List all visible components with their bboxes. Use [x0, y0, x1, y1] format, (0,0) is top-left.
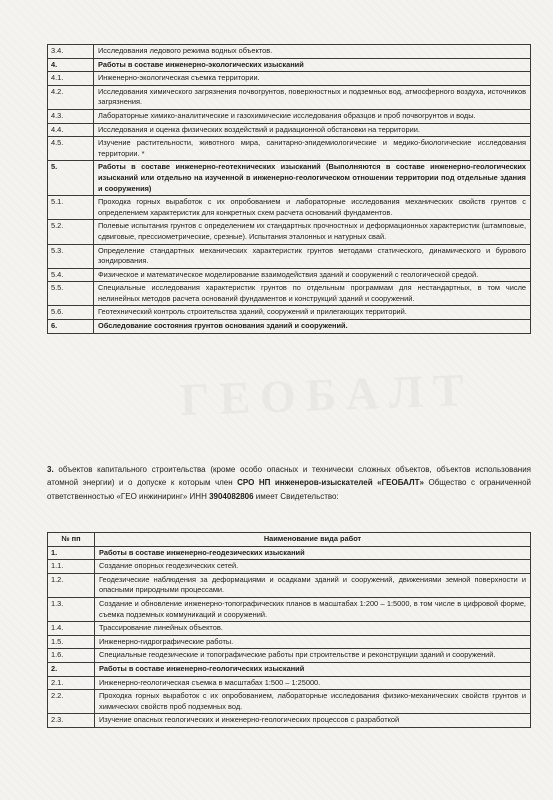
- row-text: Работы в составе инженерно-экологических изысканий: [94, 58, 531, 72]
- table-section-row: [48, 58, 531, 72]
- row-number: 4.5.: [48, 137, 94, 161]
- row-text: Определение стандартных механических характеристик грунтов методами статического, динамического и бурового зондирования.: [94, 244, 531, 268]
- paragraph-text-middle: Общество с ограниченной ответственностью «ГЕО инжиниринг» ИНН: [47, 478, 532, 501]
- paragraph-text-before: объектов капитального строительства (кроме особо опасных и технически сложных объектов, объектов использования атомной энергии) и о допуске к которым член: [47, 465, 531, 488]
- row-text: Работы в составе инженерно-геодезических изысканий: [95, 546, 531, 560]
- table-row: [48, 635, 531, 649]
- row-text: Инженерно-экологическая съемка территории.: [94, 72, 531, 86]
- paragraph-number: 3.: [47, 465, 54, 474]
- row-text: Работы в составе инженерно-геотехнических изысканий (Выполняются в составе инженерно-геологических изысканий или отдельно на изученной в инженерно-геологическом отношении территории под отдельные здания и сооружения): [94, 161, 531, 196]
- row-text: Специальные исследования характеристик грунтов по отдельным программам для нестандартных, в том числе нелинейных методов расчета оснований фундаментов и конструкций зданий и сооружений.: [94, 282, 531, 306]
- table-row: [48, 268, 531, 282]
- table-row: [48, 220, 531, 244]
- row-text: Изучение опасных геологических и инженерно-геологических процессов с разработкой: [95, 714, 531, 728]
- table-row: [48, 597, 531, 621]
- row-text: Создание и обновление инженерно-топографических планов в масштабах 1:200 – 1:5000, в том числе в цифровой форме, съемка подземных коммуникаций и сооружений.: [95, 597, 531, 621]
- table-row: [48, 72, 531, 86]
- row-number: 2.2.: [48, 690, 95, 714]
- table-section-row: [48, 161, 531, 196]
- table-row: [48, 45, 531, 59]
- row-number: 1.2.: [48, 573, 95, 597]
- table-row: [48, 690, 531, 714]
- row-number: 1.3.: [48, 597, 95, 621]
- row-text: Исследования химического загрязнения почвогрунтов, поверхностных и подземных вод, атмосферного воздуха, источников загрязнения.: [94, 85, 531, 109]
- works-table-continued: [47, 44, 531, 334]
- header-num: № пп: [48, 533, 95, 547]
- row-number: 4.1.: [48, 72, 94, 86]
- row-number: 5.2.: [48, 220, 94, 244]
- row-number: 1.5.: [48, 635, 95, 649]
- row-text: Обследование состояния грунтов основания зданий и сооружений.: [94, 320, 531, 334]
- row-text: Трассирование линейных объектов.: [95, 622, 531, 636]
- table-row: [48, 137, 531, 161]
- row-text: Геотехнический контроль строительства зданий, сооружений и прилегающих территорий.: [94, 306, 531, 320]
- row-text: Проходка горных выработок с их опробованием, лабораторные исследования физико-механических свойств грунтов и химических свойств проб подземных вод.: [95, 690, 531, 714]
- row-number: 3.4.: [48, 45, 94, 59]
- row-number: 4.: [48, 58, 94, 72]
- certificate-paragraph: [47, 463, 531, 503]
- row-text: Полевые испытания грунтов с определением их стандартных прочностных и деформационных характеристик (штамповые, сдвиговые, прессиометрические, срезные). Испытания эталонных и натурных свай.: [94, 220, 531, 244]
- row-number: 5.6.: [48, 306, 94, 320]
- row-text: Проходка горных выработок с их опробованием и лабораторные исследования механических свойств грунтов с определением характеристик для конкретных схем расчета оснований фундаментов.: [94, 196, 531, 220]
- row-number: 5.1.: [48, 196, 94, 220]
- paragraph-text-after: имеет Свидетельство:: [253, 491, 339, 501]
- table-row: [48, 714, 531, 728]
- table-row: [48, 306, 531, 320]
- row-number: 5.: [48, 161, 94, 196]
- table-section-row: [48, 546, 531, 560]
- table-row: [48, 676, 531, 690]
- row-number: 1.4.: [48, 622, 95, 636]
- row-text: Лабораторные химико-аналитические и газохимические исследования образцов и проб почвогрунтов и воды.: [94, 109, 531, 123]
- row-number: 5.3.: [48, 244, 94, 268]
- row-number: 6.: [48, 320, 94, 334]
- table-row: [48, 622, 531, 636]
- row-text: Инженерно-гидрографические работы.: [95, 635, 531, 649]
- row-text: Изучение растительности, животного мира, санитарно-эпидемиологические и медико-биологические исследования территории. *: [94, 137, 531, 161]
- row-number: 1.: [48, 546, 95, 560]
- table-section-row: [48, 662, 531, 676]
- row-text: Специальные геодезические и топографические работы при строительстве и реконструкции зданий и сооружений.: [95, 649, 531, 663]
- row-number: 4.3.: [48, 109, 94, 123]
- row-text: Исследования и оценка физических воздействий и радиационной обстановки на территории.: [94, 123, 531, 137]
- header-name: Наименование вида работ: [95, 533, 531, 547]
- table-row: [48, 649, 531, 663]
- table-row: [48, 109, 531, 123]
- inn-number: 3904082806: [209, 491, 254, 501]
- table-row: [48, 196, 531, 220]
- row-number: 2.: [48, 662, 95, 676]
- table-row: [48, 282, 531, 306]
- row-text: Физическое и математическое моделирование взаимодействия зданий и сооружений с геологической средой.: [94, 268, 531, 282]
- sro-name: СРО НП инженеров-изыскателей «ГЕОБАЛТ»: [237, 478, 424, 488]
- row-number: 4.2.: [48, 85, 94, 109]
- table-section-row: [48, 320, 531, 334]
- row-number: 5.4.: [48, 268, 94, 282]
- row-text: Исследования ледового режима водных объектов.: [94, 45, 531, 59]
- table-row: [48, 560, 531, 574]
- watermark: ГЕОБАЛТ: [179, 363, 475, 426]
- table-row: [48, 244, 531, 268]
- row-number: 2.3.: [48, 714, 95, 728]
- row-text: Создание опорных геодезических сетей.: [95, 560, 531, 574]
- row-number: 5.5.: [48, 282, 94, 306]
- table-row: [48, 573, 531, 597]
- row-number: 1.1.: [48, 560, 95, 574]
- row-number: 1.6.: [48, 649, 95, 663]
- works-table: [47, 532, 531, 728]
- row-number: 2.1.: [48, 676, 95, 690]
- row-text: Инженерно-геологическая съемка в масштабах 1:500 – 1:25000.: [95, 676, 531, 690]
- row-text: Работы в составе инженерно-геологических изысканий: [95, 662, 531, 676]
- table-row: [48, 85, 531, 109]
- table-row: [48, 123, 531, 137]
- table-header-row: [48, 533, 531, 547]
- row-text: Геодезические наблюдения за деформациями и осадками зданий и сооружений, движениями земной поверхности и опасными природными процессами.: [95, 573, 531, 597]
- row-number: 4.4.: [48, 123, 94, 137]
